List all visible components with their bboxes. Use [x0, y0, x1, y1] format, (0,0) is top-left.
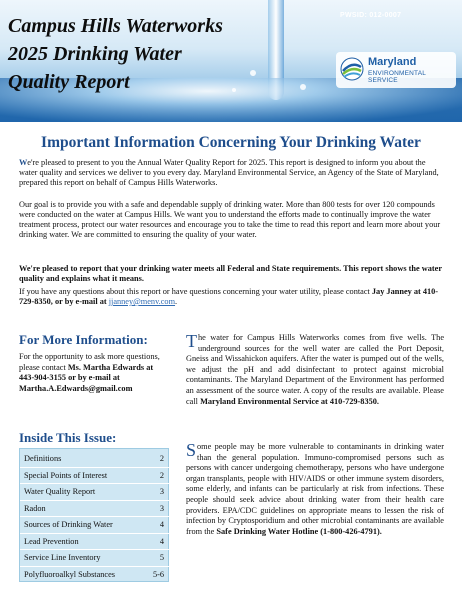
more-info-heading: For More Information:: [19, 332, 148, 347]
mes-logo: [336, 52, 456, 88]
water-droplet: [300, 84, 306, 90]
toc-item-name: Polyfluoroalkyl Substances: [24, 569, 116, 579]
dropcap-letter: T: [186, 331, 197, 351]
contact-email-link[interactable]: jjanney@menv.com: [108, 297, 176, 306]
toc-item-name: Radon: [24, 503, 46, 513]
toc-item-page: 3: [159, 503, 164, 513]
toc-item-name: Definitions: [24, 454, 62, 463]
title-line-2: 2025 Drinking Water: [8, 43, 182, 65]
toc-item-page: 4: [159, 536, 164, 546]
toc-row[interactable]: [20, 567, 170, 584]
mes-swoosh-icon: [340, 57, 364, 81]
toc-row[interactable]: [20, 451, 170, 468]
more-info-text: For the opportunity to ask more questions, please contact: [19, 352, 160, 372]
main-heading: Important Information Concerning Your Drinking Water: [41, 134, 421, 151]
toc-item-name: Special Points of Interest: [24, 470, 108, 480]
mes-phone: Maryland Environmental Service at 410-729-8350.: [200, 396, 379, 406]
toc-item-name: Lead Prevention: [24, 536, 79, 546]
toc-item-page: 2: [159, 454, 164, 463]
contact-paragraph: [19, 287, 444, 307]
header-banner: [0, 0, 462, 122]
compliance-statement: We're pleased to report that your drinking water meets all Federal and State requirements. This report shows the water quality and explains what it means.: [19, 264, 442, 283]
report-title: [8, 12, 268, 96]
title-line-3: Quality Report: [8, 71, 130, 93]
logo-line-3: SERVICE: [368, 77, 398, 84]
more-info-contact: Ms. Martha Edwards at 443-904-3155 or by e-mail at Martha.A.Edwards@gmail.com: [19, 362, 154, 393]
toc-item-page: 2: [159, 470, 164, 480]
toc-row[interactable]: [20, 534, 170, 551]
toc-row[interactable]: [20, 468, 170, 485]
vulnerable-populations-paragraph: [186, 442, 444, 537]
contact-text: If you have any questions about this report or have questions concerning your water utility, please contact: [19, 287, 372, 296]
vulnerable-text: ome people may be more vulnerable to contaminants in drinking water than the general population. Immuno-compromised persons such as persons with cancer undergoing chemotherapy, persons who have undergone organ transplants, people with HIV/AIDS or other immune system disorders, some elderly, and infants can be particularly at risk from infections. These people should seek advice about drinking water from their health care providers. EPA/CDC guidelines on appropriate means to lessen the risk of infection by Cryptosporidium and other microbial contaminants are available from the: [186, 442, 444, 536]
water-source-paragraph: [186, 333, 444, 407]
dropcap-letter: W: [19, 158, 28, 167]
contact-name-phone: Jay Janney at 410-729-8350, or by e-mail at: [19, 287, 439, 306]
intro-paragraph-2: Our goal is to provide you with a safe and dependable supply of drinking water. More than 800 tests for over 120 compounds were conducted on the water at Campus Hills. We want you to understand the efforts made to continually improve the water treatment process, protect our water resources and encourage you to take the time to read this report and learn more about your drinking water. We are committed to ensuring the quality of your water.: [19, 200, 441, 239]
more-info-paragraph: [19, 352, 169, 394]
contact-end: .: [175, 297, 178, 306]
toc-item-page: 3: [159, 487, 164, 496]
logo-line-1: Maryland: [368, 56, 417, 68]
toc-item-page: 5-6: [152, 569, 164, 579]
toc-item-name: Service Line Inventory: [24, 553, 101, 562]
hotline-info: Safe Drinking Water Hotline (1-800-426-4791).: [216, 526, 382, 536]
intro-paragraph-1: [19, 158, 444, 188]
toc-item-name: Water Quality Report: [24, 487, 96, 496]
toc-row[interactable]: [20, 484, 170, 501]
dropcap-letter: S: [186, 440, 197, 460]
toc-item-page: 5: [159, 553, 164, 562]
inside-issue-heading: Inside This Issue:: [19, 430, 117, 445]
toc-row[interactable]: [20, 550, 170, 567]
toc-row[interactable]: [20, 501, 170, 518]
pwsid-label: PWSID: 012-0007: [340, 12, 402, 19]
title-line-1: Campus Hills Waterworks: [8, 15, 223, 37]
intro-paragraph-1-text: e're pleased to present to you the Annual Water Quality Report for 2025. This report is designed to inform you about the water quality and services we deliver to you every day. Maryland Environmental Service, an Agency of the State of Maryland, prepared this report on behalf of Campus Hills Waterworks.: [19, 158, 439, 187]
water-source-text: he water for Campus Hills Waterworks comes from five wells. The underground sources for the well water are called the Port Deposit, Gneiss and Wissahickon aquifers. After the water is pumped out of the wells, we adjust the pH and add disinfectant to protect against microbial contaminants. The Maryland Department of the Environment has performed an assessment of the source water. A copy of the results are available. Please call: [186, 333, 444, 406]
toc-row[interactable]: [20, 517, 170, 534]
toc-item-name: Sources of Drinking Water: [24, 520, 113, 529]
table-of-contents: [19, 448, 169, 582]
toc-item-page: 4: [159, 520, 164, 529]
logo-line-2: ENVIRONMENTAL: [368, 70, 427, 77]
